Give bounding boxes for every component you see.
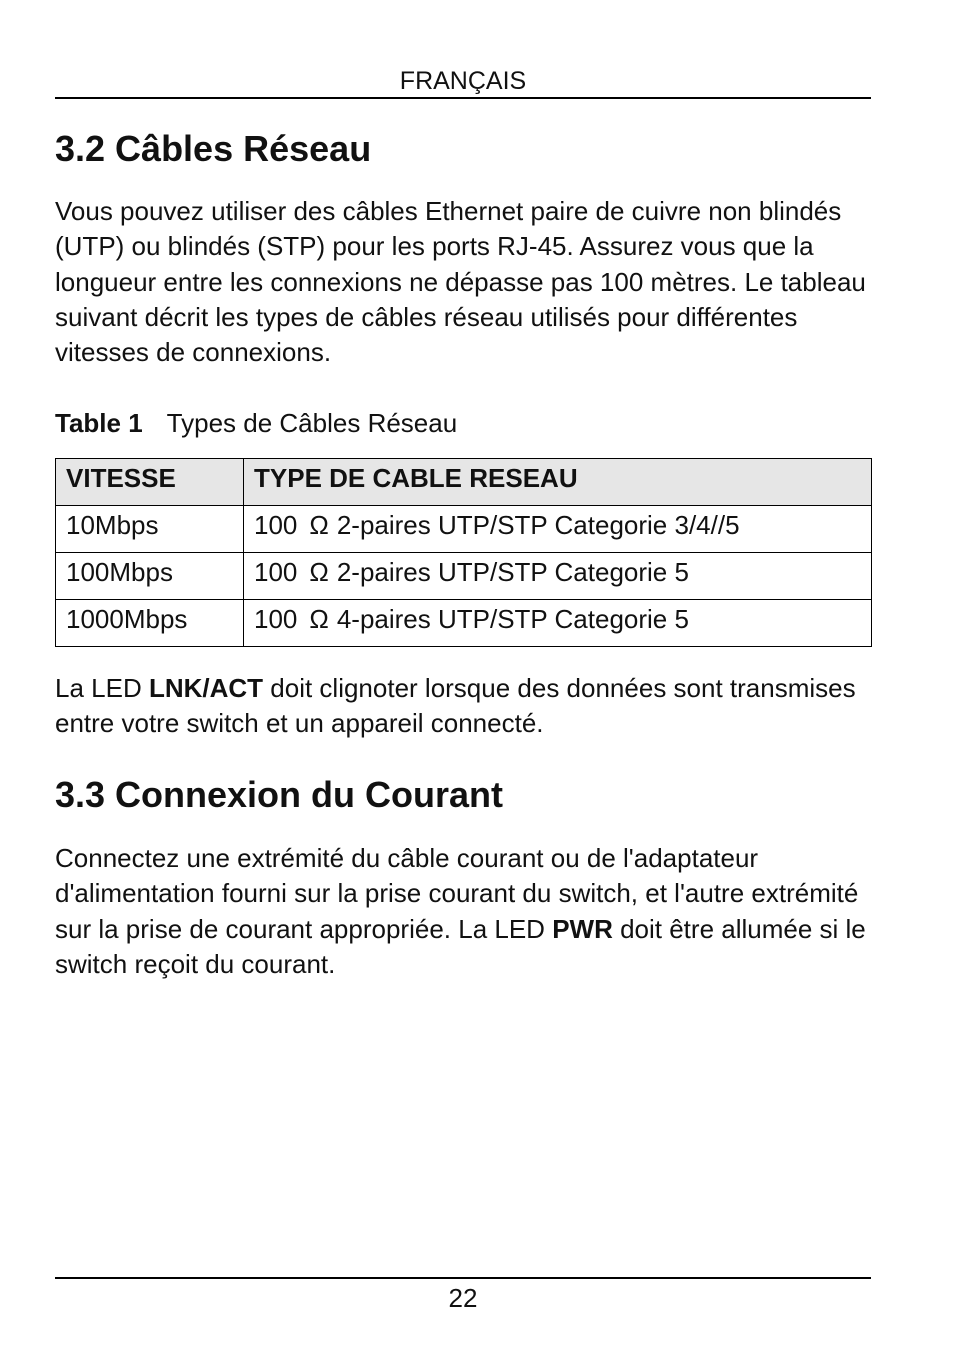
led-pwr-label: PWR xyxy=(552,913,613,944)
table-caption-title: Types de Câbles Réseau xyxy=(166,408,458,438)
impedance-value: 100 xyxy=(254,510,298,540)
led-note-text-before: La LED xyxy=(55,673,149,703)
power-text-after: doit être allumée si le switch reçoit du courant. xyxy=(55,913,866,979)
cables-intro-paragraph: Vous pouvez utiliser des câbles Ethernet paire de cuivre non blindés (UTP) ou blindés (STP) pour les ports RJ-45. Assurez vous que la longueur entre les connexions ne dépasse pas 100 mètres. Le tableau suivant décrit les types de câbles réseau utilisés pour différentes vitesses de connexions. xyxy=(55,196,866,368)
table-row xyxy=(56,600,872,647)
cable-type-text: 2-paires UTP/STP Categorie 5 xyxy=(336,557,689,587)
ohm-symbol: Ω xyxy=(309,604,329,634)
cable-type-cell xyxy=(244,600,872,647)
footer-divider xyxy=(55,1277,871,1279)
speed-cell: 10Mbps xyxy=(56,506,244,553)
ohm-symbol: Ω xyxy=(309,510,329,540)
header-divider xyxy=(55,97,871,99)
page-number: 22 xyxy=(448,1283,478,1313)
table-caption-label: Table 1 xyxy=(55,408,143,438)
led-note-paragraph xyxy=(55,671,875,742)
power-text-before: Connectez une extrémité du câble courant ou de l'adaptateur d'alimentation fourni sur la prise courant du switch, et l'autre extrémité sur la prise de courant appropriée. La LED xyxy=(55,843,859,944)
ohm-symbol: Ω xyxy=(309,557,329,587)
impedance-value: 100 xyxy=(254,604,298,634)
table-row xyxy=(56,553,872,600)
impedance-value: 100 xyxy=(254,557,298,587)
cable-types-table xyxy=(55,458,872,647)
column-header-cable-type: TYPE DE CABLE RESEAU xyxy=(244,459,872,506)
cable-type-cell xyxy=(244,506,872,553)
power-connection-paragraph xyxy=(55,841,875,982)
led-note-text-after: doit clignoter lorsque des données sont transmises entre votre switch et un appareil connecté. xyxy=(55,673,856,739)
table-row xyxy=(56,506,872,553)
table-header-row xyxy=(56,459,872,506)
led-lnk-act-label: LNK/ACT xyxy=(148,673,264,703)
column-header-speed: VITESSE xyxy=(56,459,244,506)
cable-type-cell xyxy=(244,553,872,600)
running-header-language: FRANÇAIS xyxy=(399,67,527,95)
speed-cell: 100Mbps xyxy=(56,553,244,600)
table-caption xyxy=(55,406,457,440)
section-heading-cables-reseau: 3.2 Câbles Réseau xyxy=(55,128,372,169)
section-heading-connexion-courant: 3.3 Connexion du Courant xyxy=(55,774,504,815)
cable-type-text: 4-paires UTP/STP Categorie 5 xyxy=(336,604,689,634)
speed-cell: 1000Mbps xyxy=(56,600,244,647)
cable-type-text: 2-paires UTP/STP Categorie 3/4//5 xyxy=(336,510,740,540)
